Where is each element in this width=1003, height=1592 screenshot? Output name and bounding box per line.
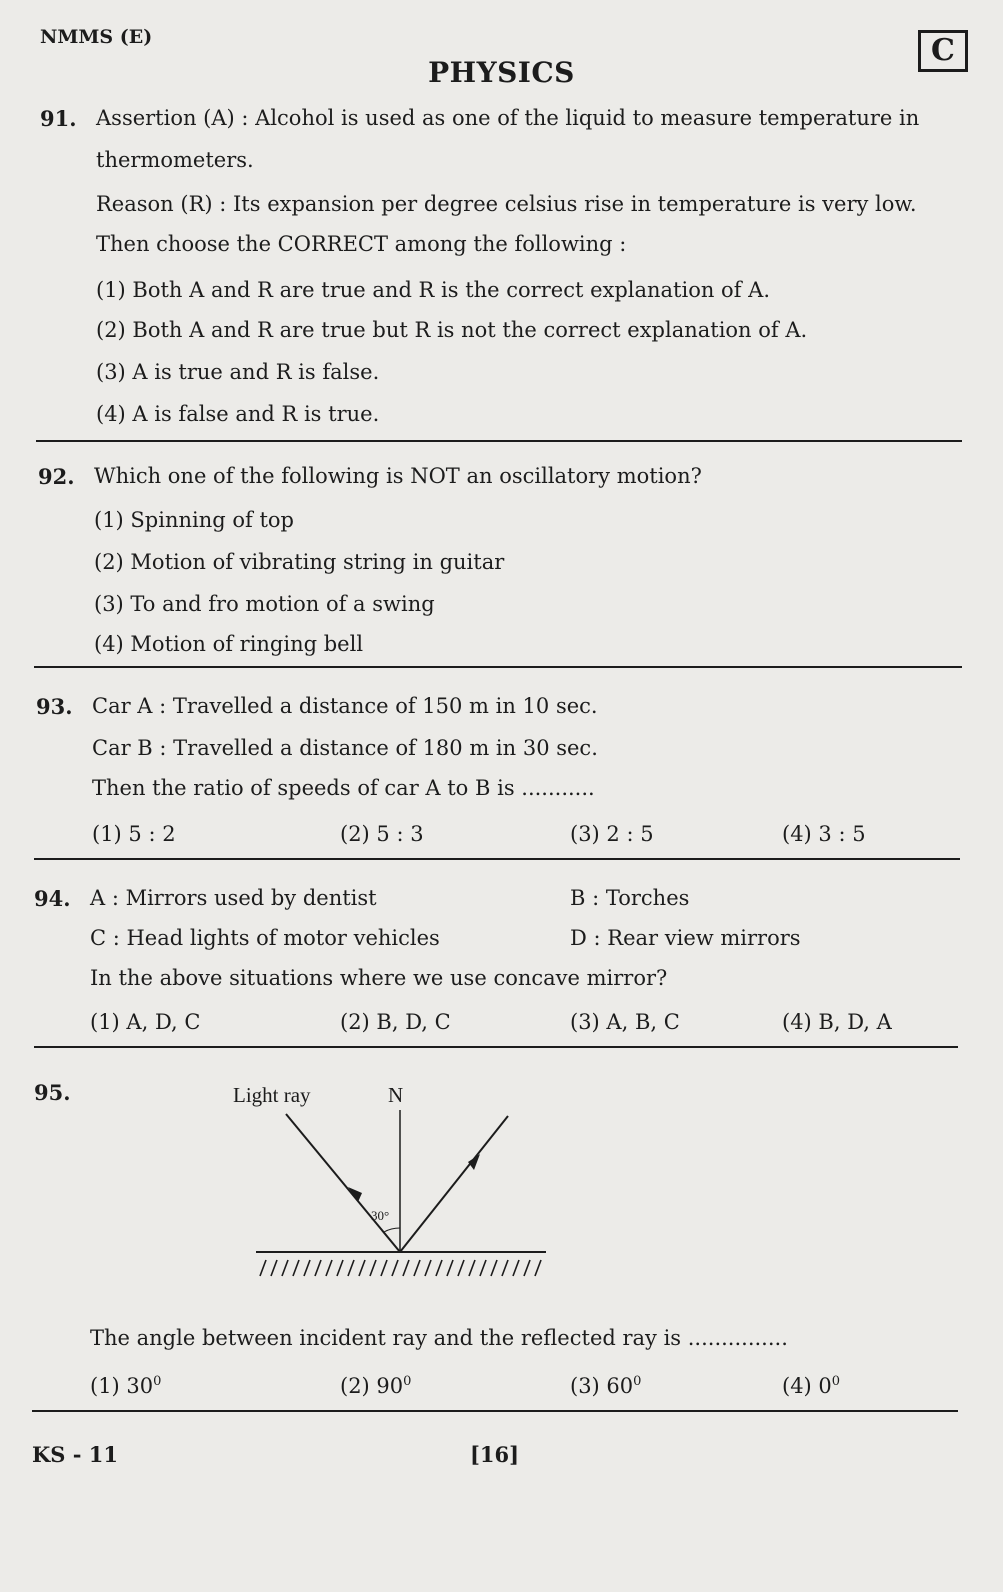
hatch-mark (260, 1260, 266, 1276)
option-superscript: 0 (633, 1374, 642, 1389)
option-3[interactable]: (3) A, B, C (570, 1010, 680, 1034)
question-text: In the above situations where we use concave mirror? (90, 966, 668, 990)
divider (32, 1410, 958, 1412)
option-prefix: (1) (90, 1374, 127, 1398)
reflection-diagram (230, 1080, 560, 1280)
hatch-mark (491, 1260, 497, 1276)
divider (34, 1046, 958, 1048)
option-1[interactable] (90, 1374, 161, 1398)
option-superscript: 0 (403, 1374, 412, 1389)
option-superscript: 0 (831, 1374, 841, 1389)
option-4[interactable]: (4) Motion of ringing bell (94, 632, 364, 656)
item-b: B : Torches (570, 886, 690, 910)
mirror-hatching (260, 1260, 541, 1276)
car-a-line: Car A : Travelled a distance of 150 m in 10 sec. (92, 694, 598, 718)
set-letter-box: C (918, 30, 968, 72)
option-4[interactable] (782, 1374, 840, 1398)
hatch-mark (436, 1260, 442, 1276)
question-number: 95. (34, 1080, 71, 1105)
divider (36, 440, 962, 442)
car-b-line: Car B : Travelled a distance of 180 m in 30 sec. (92, 736, 598, 760)
hatch-mark (337, 1260, 343, 1276)
item-d: D : Rear view mirrors (570, 926, 801, 950)
hatch-mark (381, 1260, 387, 1276)
hatch-mark (348, 1260, 354, 1276)
question-text: Which one of the following is NOT an oscillatory motion? (94, 464, 702, 488)
item-a: A : Mirrors used by dentist (90, 886, 377, 910)
hatch-mark (469, 1260, 475, 1276)
hatch-mark (326, 1260, 332, 1276)
hatch-mark (359, 1260, 365, 1276)
option-value: 0 (818, 1374, 832, 1398)
question-number: 92. (38, 464, 75, 489)
question-number: 94. (34, 886, 71, 911)
option-1[interactable]: (1) Spinning of top (94, 508, 294, 532)
incident-arrow-icon (348, 1187, 362, 1202)
option-prefix: (3) (570, 1374, 607, 1398)
hatch-mark (535, 1260, 541, 1276)
hatch-mark (304, 1260, 310, 1276)
divider (34, 858, 960, 860)
hatch-mark (480, 1260, 486, 1276)
hatch-mark (513, 1260, 519, 1276)
option-prefix: (2) (340, 1374, 377, 1398)
exam-code: NMMS (E) (40, 26, 153, 48)
question-number: 91. (40, 106, 77, 131)
question-number: 93. (36, 694, 73, 719)
option-value: 30 (126, 1374, 154, 1398)
hatch-mark (403, 1260, 409, 1276)
option-2[interactable]: (2) B, D, C (340, 1010, 451, 1034)
hatch-mark (414, 1260, 420, 1276)
hatch-mark (447, 1260, 453, 1276)
item-c: C : Head lights of motor vehicles (90, 926, 440, 950)
option-3[interactable] (570, 1374, 641, 1398)
hatch-mark (524, 1260, 530, 1276)
hatch-mark (502, 1260, 508, 1276)
hatch-mark (315, 1260, 321, 1276)
hatch-mark (282, 1260, 288, 1276)
option-1[interactable]: (1) 5 : 2 (92, 822, 176, 846)
option-value: 90 (376, 1374, 404, 1398)
angle-label: 30° (371, 1208, 390, 1223)
hatch-mark (392, 1260, 398, 1276)
assertion-line-2: thermometers. (96, 148, 254, 172)
question-text: The angle between incident ray and the reflected ray is ............... (90, 1326, 788, 1350)
option-4[interactable]: (4) A is false and R is true. (96, 402, 380, 426)
hatch-mark (293, 1260, 299, 1276)
page-number: [16] (470, 1442, 520, 1467)
option-1[interactable]: (1) Both A and R are true and R is the correct explanation of A. (96, 278, 770, 302)
reason-line: Reason (R) : Its expansion per degree celsius rise in temperature is very low. (96, 192, 917, 216)
reflected-arrow-icon (468, 1154, 480, 1170)
reflected-ray (400, 1116, 508, 1252)
hatch-mark (271, 1260, 277, 1276)
option-4[interactable]: (4) 3 : 5 (782, 822, 866, 846)
incident-ray (286, 1114, 400, 1252)
option-3[interactable]: (3) A is true and R is false. (96, 360, 380, 384)
option-4[interactable]: (4) B, D, A (782, 1010, 892, 1034)
footer-code: KS - 11 (32, 1442, 118, 1467)
option-2[interactable] (340, 1374, 411, 1398)
light-ray-label: Light ray (233, 1083, 311, 1107)
instruction-line: Then choose the CORRECT among the following : (96, 232, 627, 256)
hatch-mark (370, 1260, 376, 1276)
option-3[interactable]: (3) To and fro motion of a swing (94, 592, 435, 616)
option-3[interactable]: (3) 2 : 5 (570, 822, 654, 846)
divider (34, 666, 962, 668)
option-value: 60 (606, 1374, 634, 1398)
angle-arc (384, 1228, 400, 1232)
option-2[interactable]: (2) Motion of vibrating string in guitar (94, 550, 505, 574)
option-superscript: 0 (153, 1374, 162, 1389)
assertion-line-1: Assertion (A) : Alcohol is used as one of the liquid to measure temperature in (96, 106, 920, 130)
page-title: PHYSICS (428, 56, 575, 89)
normal-label: N (388, 1083, 404, 1107)
option-prefix: (4) (782, 1374, 819, 1398)
question-text: Then the ratio of speeds of car A to B is ........... (92, 776, 595, 800)
hatch-mark (425, 1260, 431, 1276)
hatch-mark (458, 1260, 464, 1276)
option-1[interactable]: (1) A, D, C (90, 1010, 201, 1034)
option-2[interactable]: (2) Both A and R are true but R is not the correct explanation of A. (96, 318, 808, 342)
option-2[interactable]: (2) 5 : 3 (340, 822, 424, 846)
